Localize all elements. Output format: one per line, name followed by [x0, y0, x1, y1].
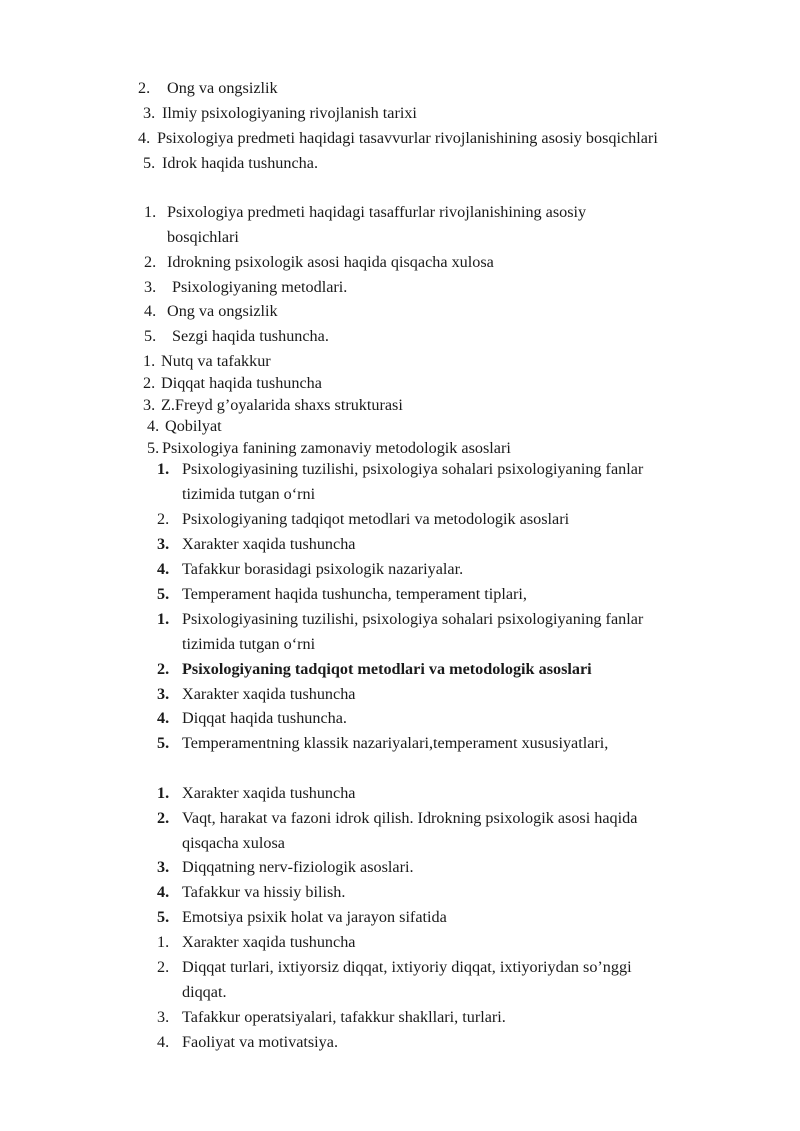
list-number: 2. [138, 79, 151, 97]
list-number: 5. [157, 908, 170, 926]
list-number: 4. [138, 129, 151, 147]
list-number: 2. [144, 253, 157, 271]
list-item [144, 277, 347, 297]
list-text: tizimida tutgan o‘rni [182, 485, 316, 503]
list-item [157, 459, 643, 479]
list-number: 4. [157, 560, 170, 578]
list-text: Ong va ongsizlik [167, 302, 278, 320]
list-text: Faoliyat va motivatsiya. [182, 1033, 339, 1051]
list-item [157, 1032, 338, 1052]
list-number: 1. [144, 203, 157, 221]
list-item [144, 301, 278, 321]
list-item [157, 509, 569, 529]
list-text: Qobilyat [165, 417, 222, 435]
list-number: 3. [144, 278, 157, 296]
list-item-continuation [182, 833, 285, 853]
list-text: Tafakkur va hissiy bilish. [182, 883, 346, 901]
list-item [157, 659, 592, 679]
list-text: Tafakkur borasidagi psixologik nazariyalar. [182, 560, 464, 578]
list-number: 2. [143, 374, 156, 392]
list-text: Psixologiya predmeti haqidagi tasaffurlar rivojlanishining asosiy [167, 203, 587, 221]
list-item [144, 252, 494, 272]
list-number: 4. [157, 1033, 170, 1051]
list-number: 3. [143, 104, 156, 122]
list-text: Nutq va tafakkur [161, 352, 271, 370]
list-number: 5. [143, 154, 156, 172]
list-number: 1. [157, 784, 170, 802]
list-item [157, 684, 356, 704]
list-item [138, 78, 278, 98]
list-item [157, 733, 608, 753]
list-item [157, 907, 447, 927]
list-item [138, 128, 658, 148]
list-item-continuation [182, 634, 315, 654]
list-item-continuation [182, 982, 227, 1002]
list-item [157, 534, 356, 554]
list-item [144, 202, 586, 222]
list-item [157, 932, 356, 952]
list-text: Ilmiy psixologiyaning rivojlanish tarixi [162, 104, 417, 122]
list-item [143, 153, 318, 173]
list-number: 1. [157, 933, 170, 951]
list-item [143, 395, 403, 415]
list-item [143, 103, 417, 123]
list-item [157, 1007, 506, 1027]
list-text: Idrokning psixologik asosi haqida qisqacha xulosa [167, 253, 494, 271]
list-text: Diqqat haqida tushuncha [161, 374, 322, 392]
list-item [143, 373, 322, 393]
list-number: 4. [157, 709, 170, 727]
list-text: Psixologiyaning tadqiqot metodlari va metodologik asoslari [182, 510, 570, 528]
list-number: 1. [143, 352, 156, 370]
list-text: Xarakter xaqida tushuncha [182, 933, 356, 951]
list-text: Xarakter xaqida tushuncha [182, 784, 356, 802]
list-number: 2. [157, 660, 170, 678]
list-item [157, 584, 527, 604]
list-number: 2. [157, 809, 170, 827]
list-number: 1. [157, 460, 170, 478]
list-number: 2. [157, 510, 170, 528]
list-text: Diqqat haqida tushuncha. [182, 709, 347, 727]
list-text: Psixologiya fanining zamonaviy metodologik asoslari [162, 439, 511, 457]
list-text: tizimida tutgan o‘rni [182, 635, 316, 653]
list-item [157, 857, 414, 877]
list-item-continuation [182, 484, 315, 504]
list-text: Psixologiya predmeti haqidagi tasavvurlar rivojlanishining asosiy bosqichlari [157, 129, 658, 147]
list-item [157, 882, 345, 902]
list-item [157, 808, 637, 828]
list-number: 3. [143, 396, 156, 414]
list-text: Xarakter xaqida tushuncha [182, 535, 356, 553]
list-text: qisqacha xulosa [182, 834, 285, 852]
list-text: bosqichlari [167, 228, 239, 246]
list-item [157, 783, 356, 803]
list-text: Psixologiyaning metodlari. [172, 278, 348, 296]
list-item [147, 416, 222, 436]
list-number: 5. [144, 327, 157, 345]
list-number: 5. [157, 585, 170, 603]
list-number: 3. [157, 535, 170, 553]
list-item [143, 351, 271, 371]
list-number: 4. [157, 883, 170, 901]
list-text: Vaqt, harakat va fazoni idrok qilish. Idrokning psixologik asosi haqida [182, 809, 638, 827]
list-item [157, 559, 463, 579]
list-number: 5. [157, 734, 170, 752]
list-number: 4. [144, 302, 157, 320]
list-text: Psixologiyasining tuzilishi, psixologiya sohalari psixologiyaning fanlar [182, 610, 644, 628]
list-item-continuation [167, 227, 239, 247]
list-number: 1. [157, 610, 170, 628]
list-number: 5. [147, 439, 160, 457]
list-number: 3. [157, 858, 170, 876]
list-text: diqqat. [182, 983, 227, 1001]
list-number: 4. [147, 417, 160, 435]
list-item [157, 957, 632, 977]
list-item [157, 609, 643, 629]
list-text: Temperamentning klassik nazariyalari,temperament xususiyatlari, [182, 734, 609, 752]
list-text: Diqqat turlari, ixtiyorsiz diqqat, ixtiyoriy diqqat, ixtiyoriydan so’nggi [182, 958, 632, 976]
list-text: Diqqatning nerv-fiziologik asoslari. [182, 858, 414, 876]
list-text: Idrok haqida tushuncha. [162, 154, 318, 172]
list-number: 2. [157, 958, 170, 976]
list-text: Sezgi haqida tushuncha. [172, 327, 329, 345]
list-item [157, 708, 347, 728]
list-number: 3. [157, 1008, 170, 1026]
list-text: Tafakkur operatsiyalari, tafakkur shakllari, turlari. [182, 1008, 506, 1026]
list-text: Ong va ongsizlik [167, 79, 278, 97]
list-text: Xarakter xaqida tushuncha [182, 685, 356, 703]
list-text: Temperament haqida tushuncha, temperament tiplari, [182, 585, 527, 603]
list-text: Psixologiyasining tuzilishi, psixologiya sohalari psixologiyaning fanlar [182, 460, 644, 478]
list-text: Z.Freyd g’oyalarida shaxs strukturasi [161, 396, 403, 414]
list-number: 3. [157, 685, 170, 703]
list-text: Emotsiya psixik holat va jarayon sifatida [182, 908, 447, 926]
list-text: Psixologiyaning tadqiqot metodlari va metodologik asoslari [182, 660, 592, 678]
list-item [144, 326, 329, 346]
list-item [147, 438, 511, 458]
